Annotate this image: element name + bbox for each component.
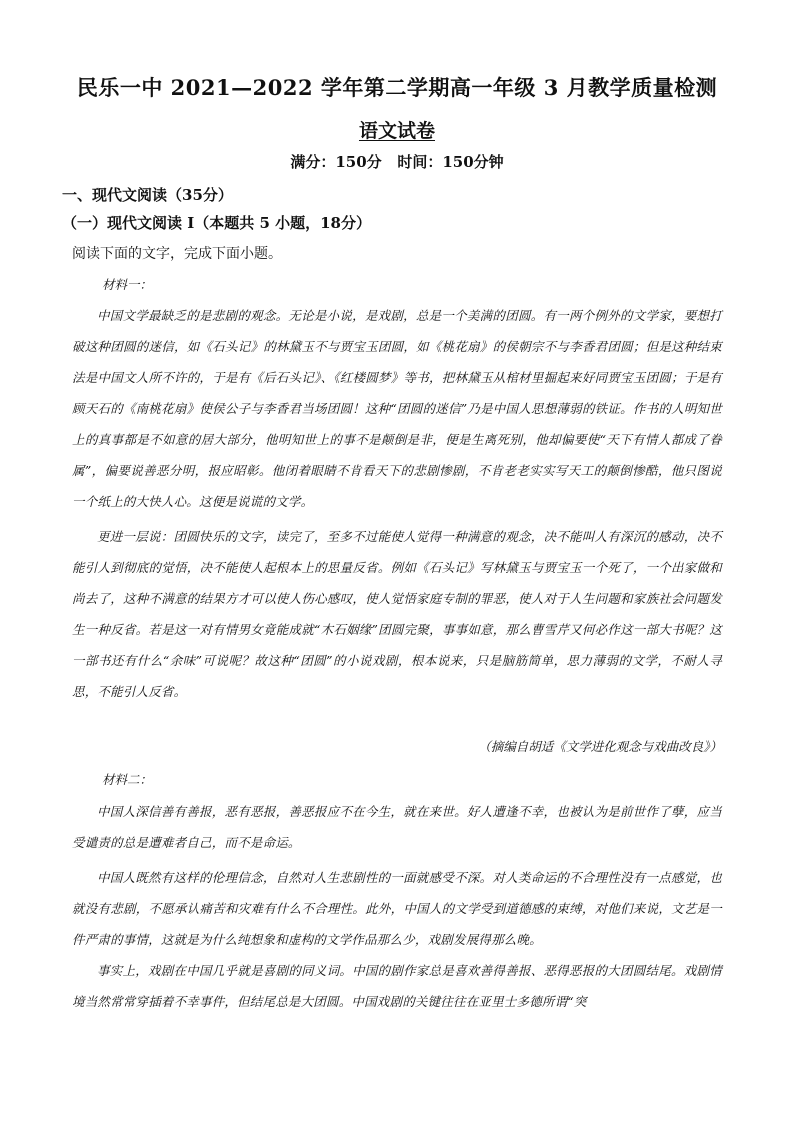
subsection-heading: （一）现代文阅读 I（本题共 5 小题，18分） [62,214,371,232]
paragraph: 更进一层说：团圆快乐的文字，读完了，至多不过能使人觉得一种满意的观念，决不能叫人有深沉的感动，决不能引人到彻底的觉悟，决不能使人起根本上的思量反省。例如《石头记》写林黛玉与贾宝玉一个死了，一个出家做和尚去了，这种不满意的结果方才可以使人伤心感叹，使人觉悟家庭专制的罪恶，使人对于人生问题和家族社会问题发生一种反省。若是这一对有情男女竟能成就“木石姻缘”团圆完聚，事事如意，那么曹雪芹又何必作这一部大书呢？这一部书还有什么“余味”可说呢？故这种“团圆”的小说戏剧，根本说来，只是脑筋简单，思力薄弱的文学，不耐人寻思，不能引人反省。 [72,529,722,699]
subtitle-text: 语文试卷 [358,120,435,142]
material-2-label: 材料二： [102,772,153,787]
material-1-body [72,300,722,707]
material-1-source: （摘编自胡适《文学进化观念与戏曲改良》） [478,739,722,754]
paragraph: 中国文学最缺乏的是悲剧的观念。无论是小说，是戏剧，总是一个美满的团圆。有一两个例外的文学家，要想打破这种团圆的迷信，如《石头记》的林黛玉不与贾宝玉团圆，如《桃花扇》的侯朝宗不与李香君团圆；但是这种结束法是中国文人所不许的，于是有《后石头记》、《红楼圆梦》等书，把林黛玉从棺材里掘起来好同贾宝玉团圆；于是有顾天石的《南桃花扇》使侯公子与李香君当场团圆！这种“团圆的迷信”乃是中国人思想薄弱的铁证。作书的人明知世上的真事都是不如意的居大部分，他明知世上的事不是颠倒是非，便是生离死别，他却偏要使“天下有情人都成了眷属”，偏要说善恶分明，报应昭彰。他闭着眼睛不肯看天下的悲剧惨剧，不肯老老实实写天工的颠倒惨酷，他只图说一个纸上的大快人心。这便是说谎的文学。 [72,308,722,509]
paragraph: 中国人既然有这样的伦理信念，自然对人生悲剧性的一面就感受不深。对人类命运的不合理性没有一点感觉，也就没有悲剧，不愿承认痛苦和灾难有什么不合理性。此外，中国人的文学受到道德感的束缚，对他们来说，文艺是一件严肃的事情，这就是为什么纯想象和虚构的文学作品那么少，戏剧发展得那么晚。 [72,870,722,947]
score-time-line: 满分：150分 时间：150分钟 [290,153,504,171]
material-1-label: 材料一： [102,277,153,292]
section-heading: 一、现代文阅读（35分） [62,186,233,204]
exam-subtitle [0,116,794,143]
material-2-body [72,796,722,1017]
reading-instruction: 阅读下面的文字，完成下面小题。 [72,246,282,262]
paragraph: 中国人深信善有善报，恶有恶报，善恶报应不在今生，就在来世。好人遭逢不幸，也被认为是前世作了孽，应当受谴责的总是遭难者自己，而不是命运。 [72,804,722,850]
exam-title: 民乐一中 2021—2022 学年第二学期高一年级 3 月教学质量检测 [76,75,718,100]
paragraph: 事实上，戏剧在中国几乎就是喜剧的同义词。中国的剧作家总是喜欢善得善报、恶得恶报的大团圆结尾。戏剧情境当然常常穿插着不幸事件，但结尾总是大团圆。中国戏剧的关键往往在亚里士多德所谓“突 [72,963,722,1009]
